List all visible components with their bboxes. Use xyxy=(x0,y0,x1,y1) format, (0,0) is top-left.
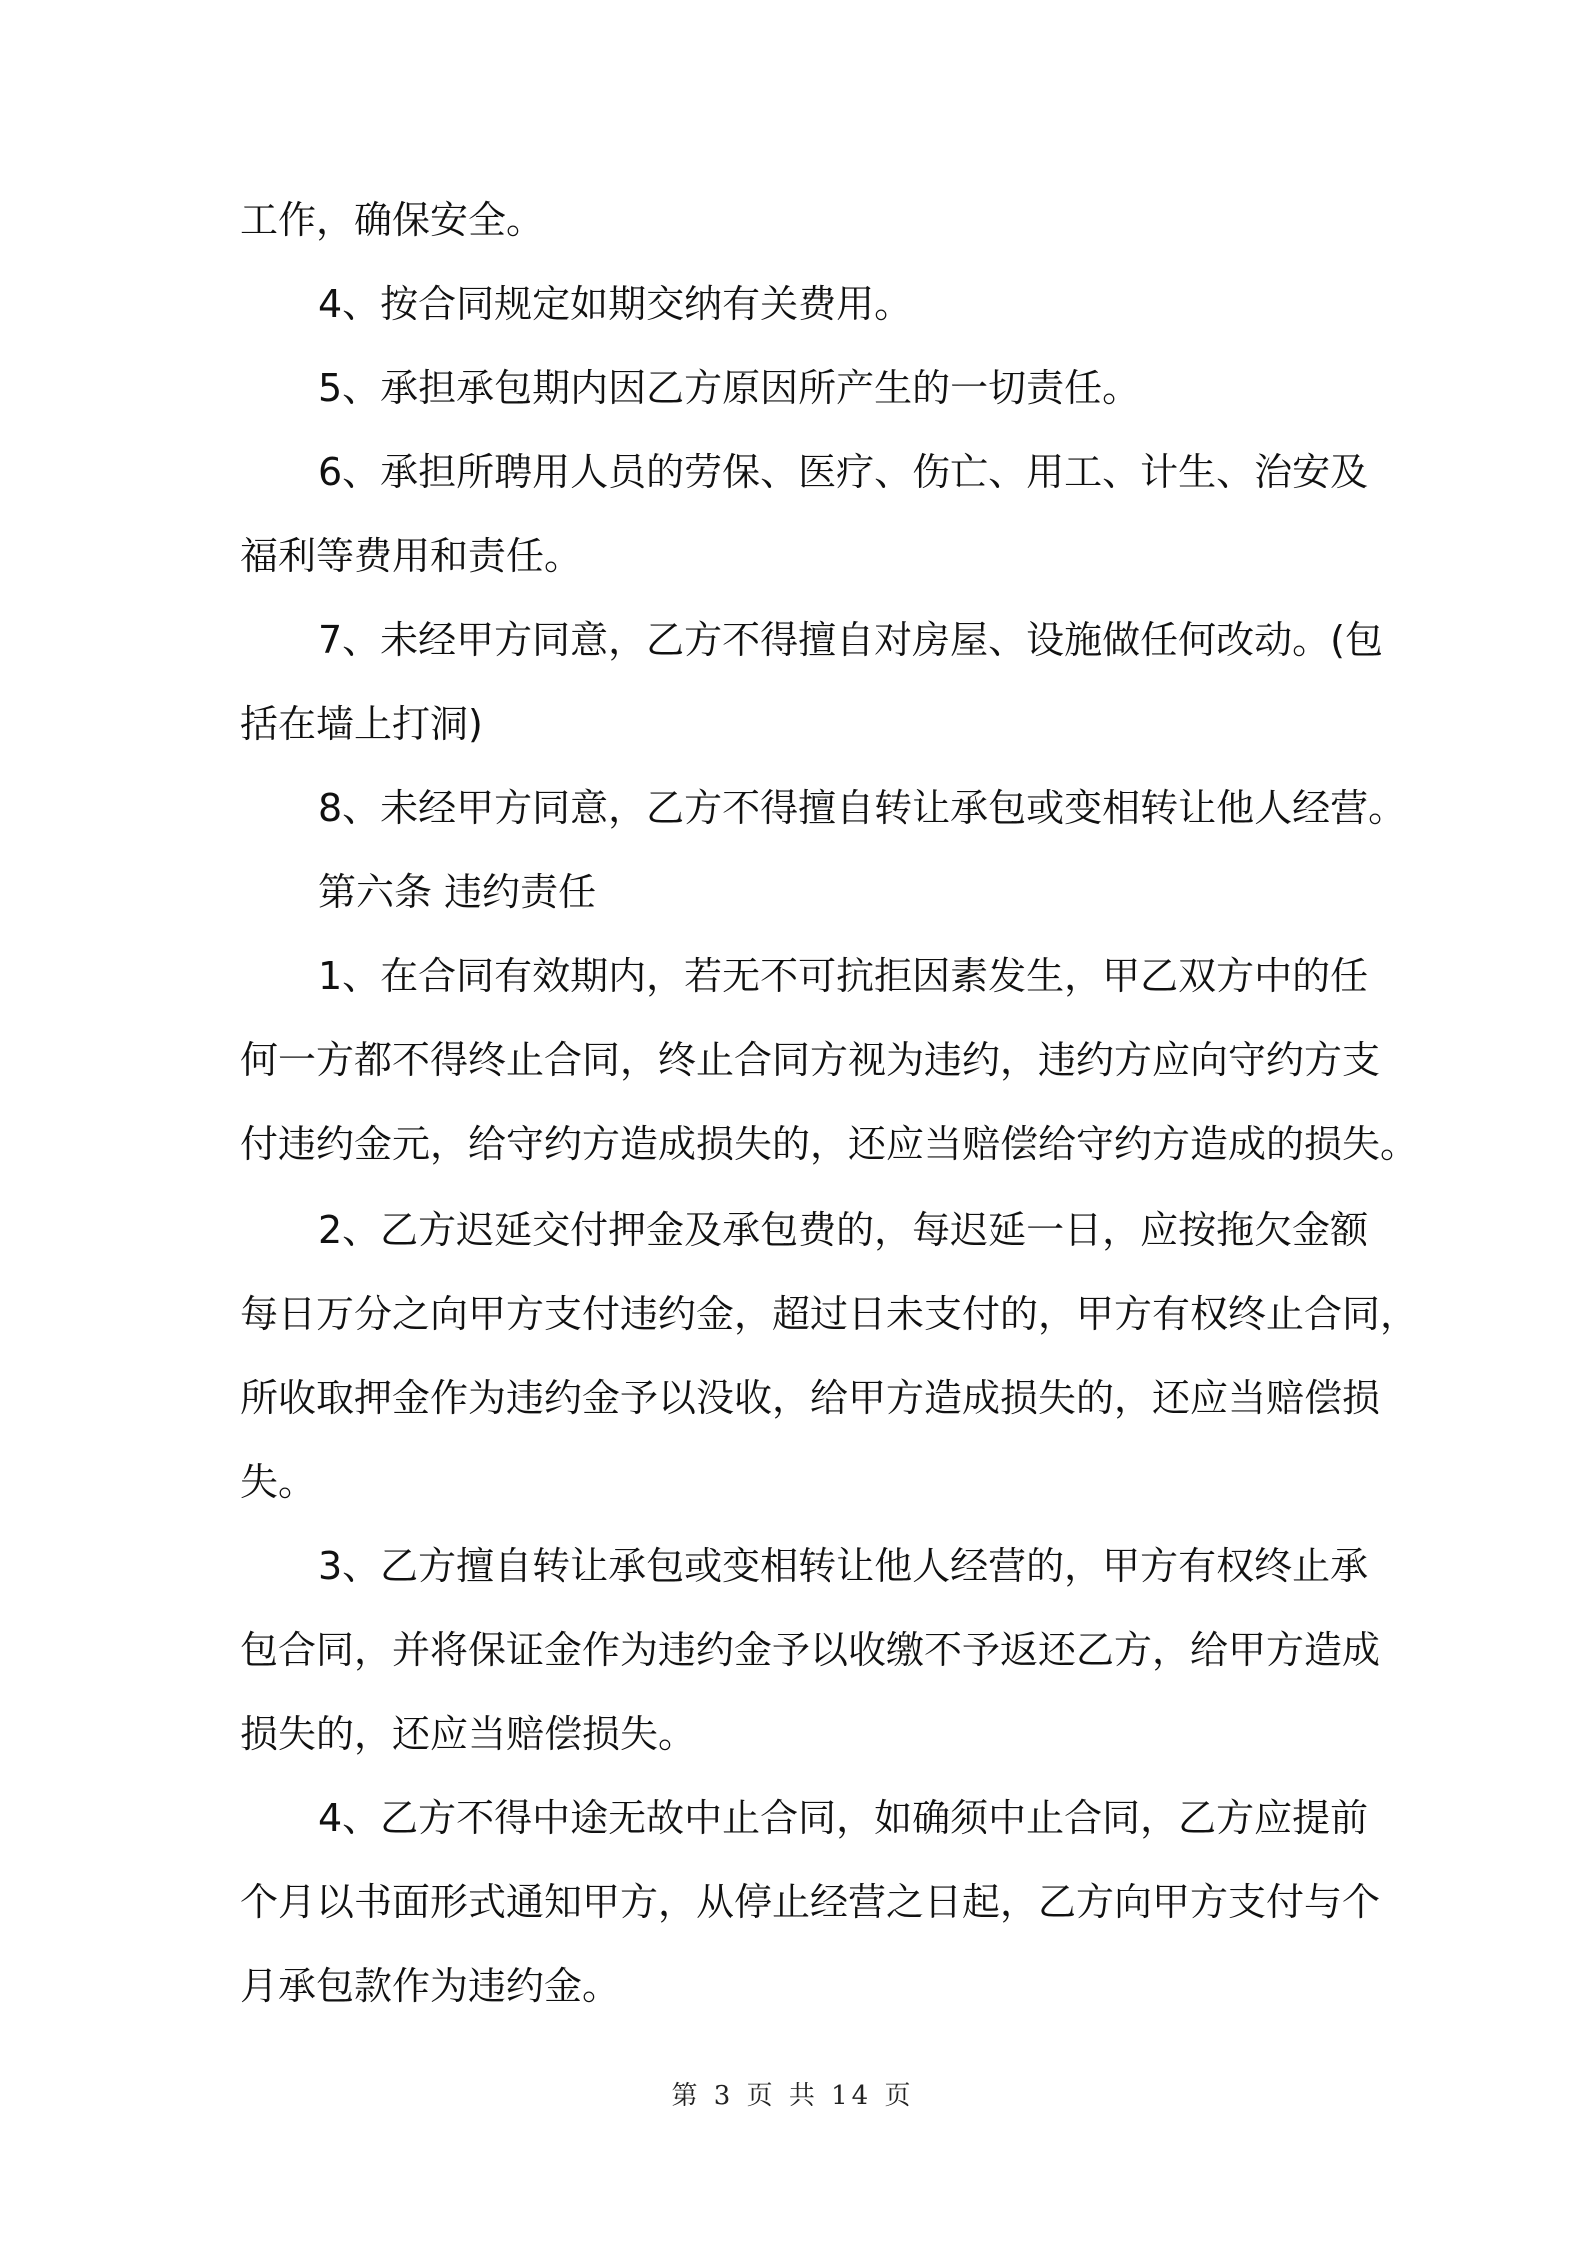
text-line: 4、乙方不得中途无故中止合同，如确须中止合同，乙方应提前 xyxy=(318,1796,1369,1840)
text-line: 何一方都不得终止合同，终止合同方视为违约，违约方应向守约方支 xyxy=(240,1038,1381,1082)
text-line: 所收取押金作为违约金予以没收，给甲方造成损失的，还应当赔偿损 xyxy=(240,1376,1381,1420)
page-footer: 第 3 页 共 14 页 xyxy=(671,2081,915,2111)
text-line: 8、未经甲方同意，乙方不得擅自转让承包或变相转让他人经营。 xyxy=(318,786,1407,830)
text-line: 1、在合同有效期内，若无不可抗拒因素发生，甲乙双方中的任 xyxy=(318,954,1369,998)
text-line: 7、未经甲方同意，乙方不得擅自对房屋、设施做任何改动。(包 xyxy=(318,618,1384,662)
text-line: 付违约金元，给守约方造成损失的，还应当赔偿给守约方造成的损失。 xyxy=(240,1122,1419,1166)
text-line: 括在墙上打洞) xyxy=(240,702,483,746)
text-line: 月承包款作为违约金。 xyxy=(240,1964,621,2008)
text-line: 损失的，还应当赔偿损失。 xyxy=(240,1712,697,1756)
text-line: 第六条 违约责任 xyxy=(318,870,597,914)
text-line: 包合同，并将保证金作为违约金予以收缴不予返还乙方，给甲方造成 xyxy=(240,1628,1381,1672)
text-line: 工作，确保安全。 xyxy=(240,198,545,242)
text-line: 每日万分之向甲方支付违约金，超过日未支付的，甲方有权终止合同， xyxy=(240,1292,1419,1336)
text-line: 2、乙方迟延交付押金及承包费的，每迟延一日，应按拖欠金额 xyxy=(318,1208,1369,1252)
text-line: 6、承担所聘用人员的劳保、医疗、伤亡、用工、计生、治安及 xyxy=(318,450,1369,494)
text-line: 5、承担承包期内因乙方原因所产生的一切责任。 xyxy=(318,366,1141,410)
text-line: 福利等费用和责任。 xyxy=(240,534,583,578)
text-line: 失。 xyxy=(240,1460,317,1504)
text-line: 3、乙方擅自转让承包或变相转让他人经营的，甲方有权终止承 xyxy=(318,1544,1369,1588)
text-line: 4、按合同规定如期交纳有关费用。 xyxy=(318,282,913,326)
text-line: 个月以书面形式通知甲方，从停止经营之日起，乙方向甲方支付与个 xyxy=(240,1880,1381,1924)
